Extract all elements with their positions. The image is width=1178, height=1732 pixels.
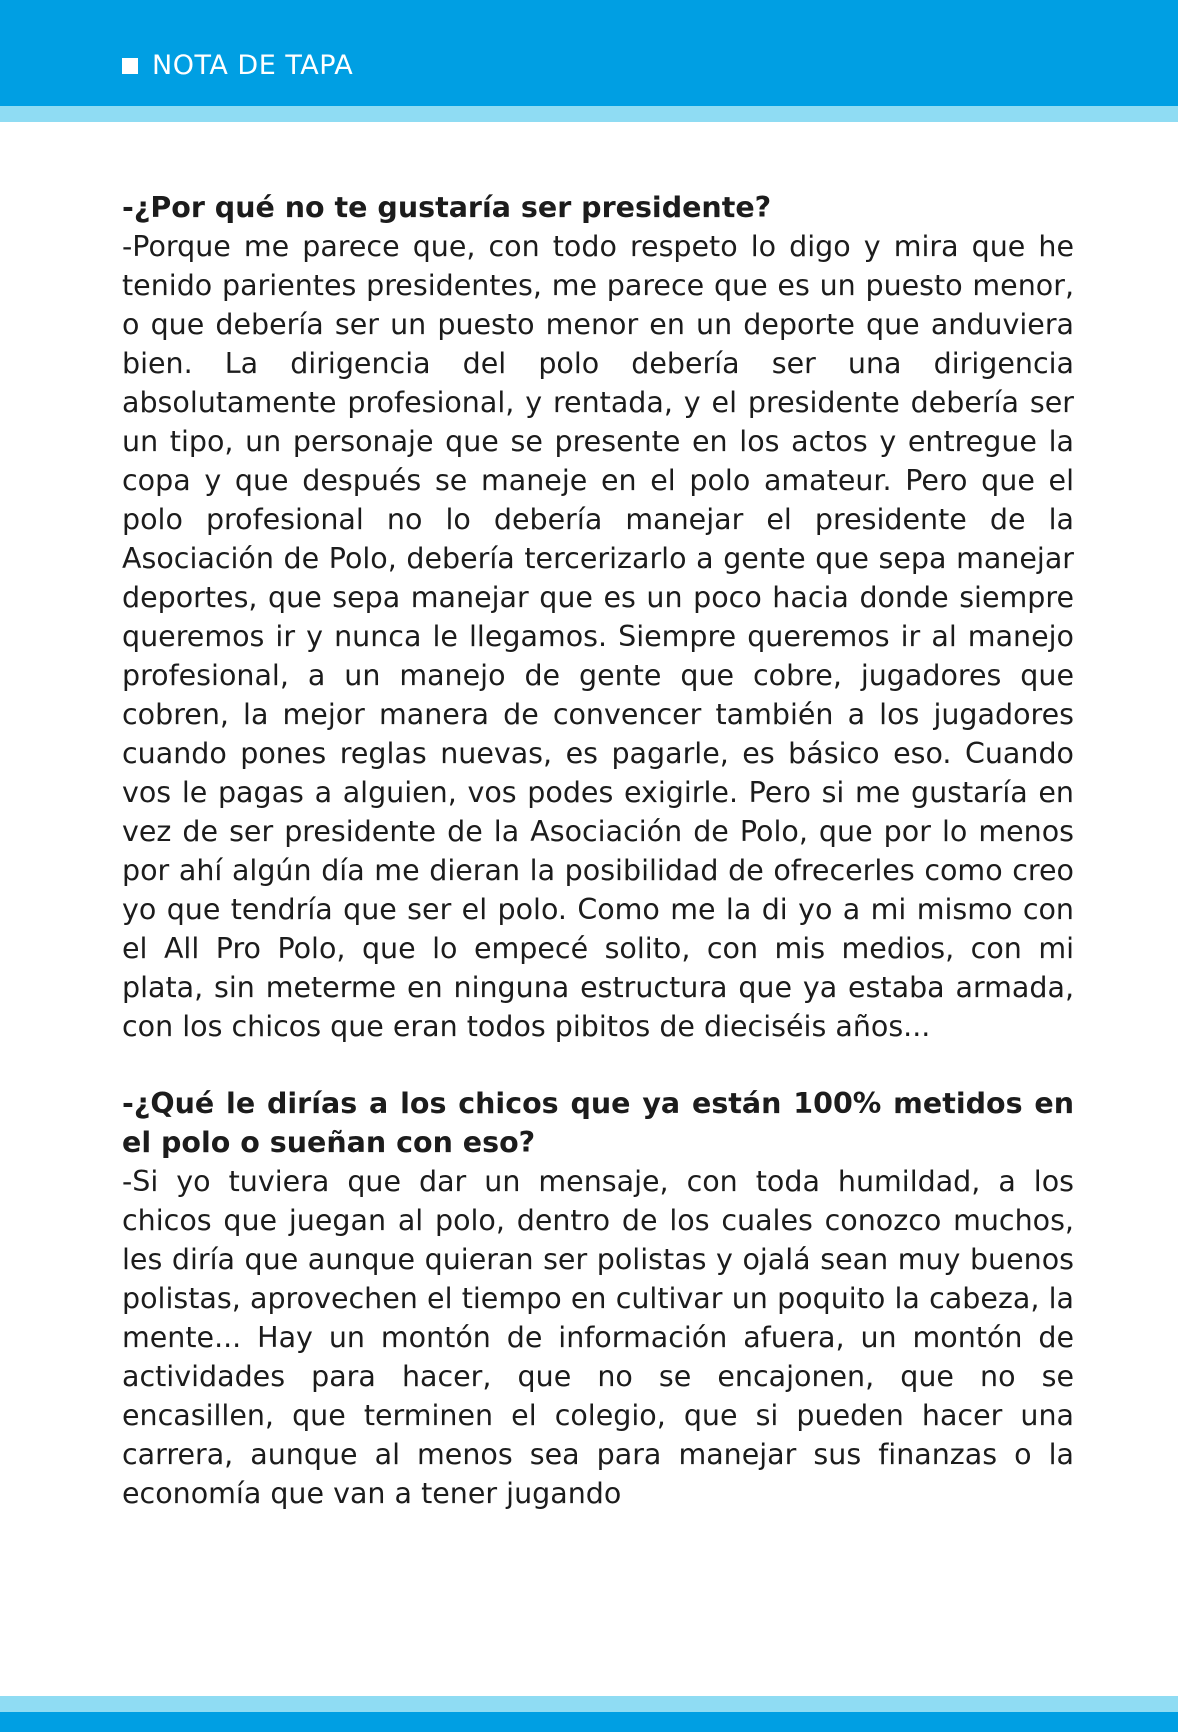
header-stripe bbox=[0, 106, 1178, 122]
paragraph-gap bbox=[122, 1046, 1074, 1084]
answer-2: -Si yo tuviera que dar un mensaje, con toda humildad, a los chicos que juegan al polo, dentro de los cuales conozco muchos, les diría que aunque quieran ser polistas y ojalá sean muy buenos polistas, aprovechen el tiempo en cultivar un poquito la cabeza, la mente... Hay un montón de información afuera, un montón de actividades para hacer, que no se encajonen, que no se encasillen, que terminen el colegio, que si pueden hacer una carrera, aunque al menos sea para manejar sus finanzas o la economía que van a tener jugando bbox=[122, 1165, 1074, 1510]
article-body bbox=[122, 188, 1074, 1513]
footer-band bbox=[0, 1712, 1178, 1732]
section-label-text: NOTA DE TAPA bbox=[152, 50, 354, 81]
square-bullet-icon bbox=[122, 58, 138, 74]
question-2: -¿Qué le dirías a los chicos que ya están 100% metidos en el polo o sueñan con eso? bbox=[122, 1087, 1074, 1159]
answer-1: -Porque me parece que, con todo respeto lo digo y mira que he tenido parientes presidentes, me parece que es un puesto menor, o que debería ser un puesto menor en un deporte que anduviera bien. La dirigencia del polo debería ser una dirigencia absolutamente profesional, y rentada, y el presidente debería ser un tipo, un personaje que se presente en los actos y entregue la copa y que después se maneje en el polo amateur. Pero que el polo profesional no lo debería manejar el presidente de la Asociación de Polo, debería tercerizarlo a gente que sepa manejar deportes, que sepa manejar que es un poco hacia donde siempre queremos ir y nunca le llegamos. Siempre queremos ir al manejo profesional, a un manejo de gente que cobre, jugadores que cobren, la mejor manera de convencer también a los jugadores cuando pones reglas nuevas, es pagarle, es básico eso. Cuando vos le pagas a alguien, vos podes exigirle. Pero si me gustaría en vez de ser presidente de la Asociación de Polo, que por lo menos por ahí algún día me dieran la posibilidad de ofrecerles como creo yo que tendría que ser el polo. Como me la di yo a mi mismo con el All Pro Polo, que lo empecé solito, con mis medios, con mi plata, sin meterme en ninguna estructura que ya estaba armada, con los chicos que eran todos pibitos de dieciséis años... bbox=[122, 230, 1074, 1043]
section-label bbox=[122, 50, 353, 81]
footer-stripe bbox=[0, 1696, 1178, 1712]
question-1: -¿Por qué no te gustaría ser presidente? bbox=[122, 191, 772, 224]
